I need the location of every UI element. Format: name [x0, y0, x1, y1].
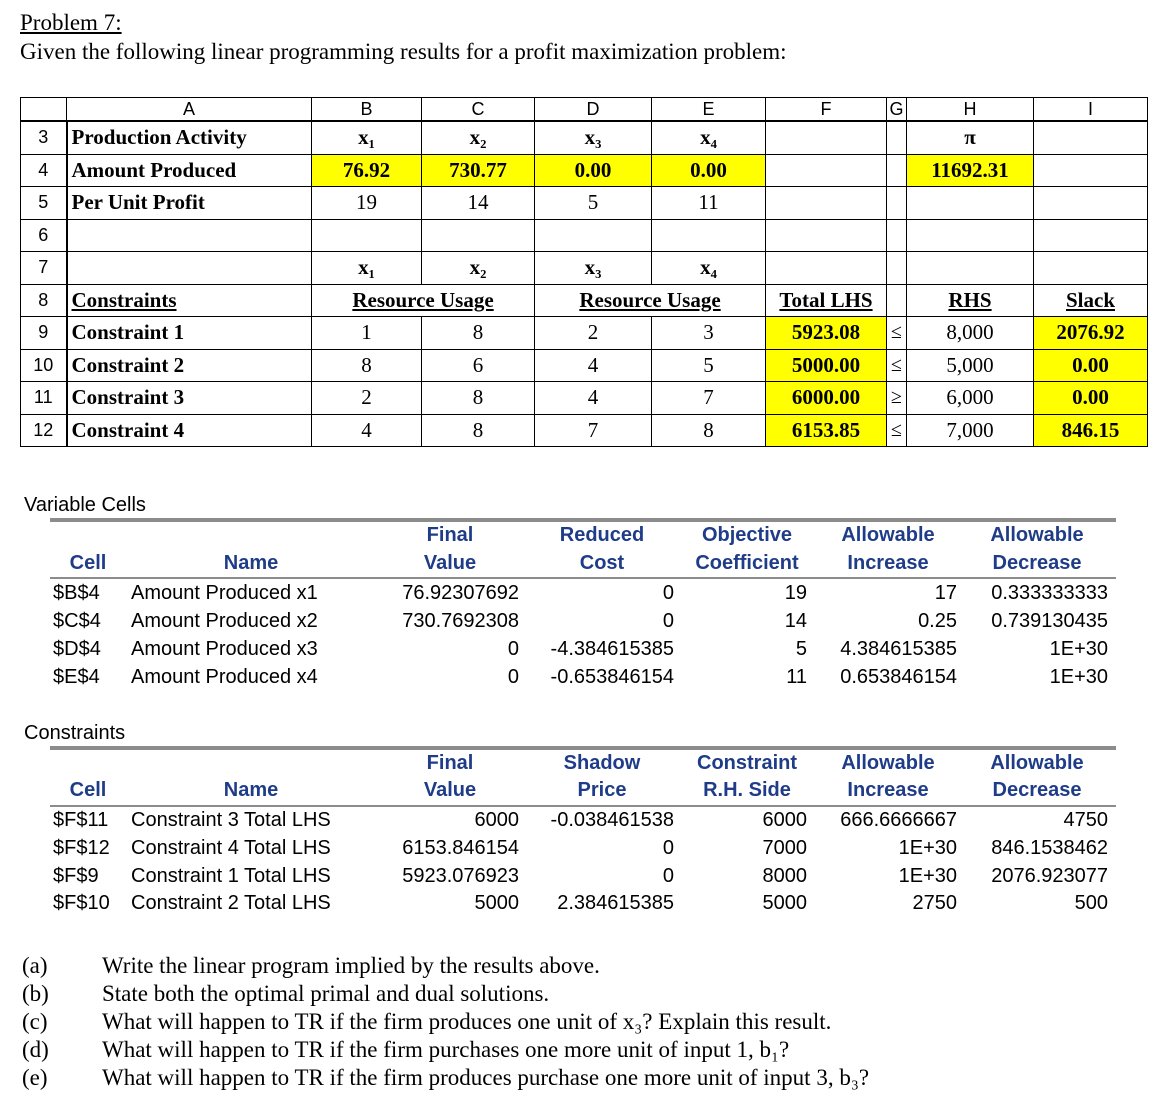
coef-a2: 8	[422, 382, 535, 415]
allowable-decrease: 0.333333333	[991, 582, 1108, 604]
row-number: 5	[21, 187, 67, 220]
allow-increase-header: Increase	[847, 779, 929, 801]
coef-a4: 7	[652, 382, 766, 415]
cell-name: Constraint 2 Total LHS	[131, 892, 331, 914]
total-profit: 11692.31	[907, 154, 1034, 187]
shadow-price: 0	[662, 865, 674, 887]
reduced-cost: -4.384615385	[550, 638, 674, 660]
allow-decrease-header: Allowable	[990, 752, 1084, 774]
var-x4: x₄	[652, 121, 766, 154]
rhs-value: 5,000	[907, 349, 1034, 382]
name-header: Name	[223, 552, 279, 574]
allowable-decrease: 4750	[1063, 809, 1108, 831]
empty-cell	[887, 121, 907, 154]
row-6	[21, 219, 1148, 252]
constraint-label: Constraint 1	[67, 317, 312, 350]
final-value: 730.7692308	[402, 610, 519, 632]
final-value: 0	[507, 666, 519, 688]
slack-value: 846.15	[1034, 414, 1148, 447]
reduced-header: Cost	[579, 552, 625, 574]
allowable-decrease: 846.1538462	[991, 837, 1108, 859]
allowable-decrease: 1E+30	[1049, 666, 1108, 688]
allowable-increase: 2750	[912, 892, 957, 914]
empty-cell	[766, 121, 887, 154]
resource-usage-header: Resource Usage	[312, 284, 535, 317]
final-value: 76.92307692	[402, 582, 519, 604]
coef-a3: 7	[535, 414, 652, 447]
production-activity-label: Production Activity	[67, 121, 312, 154]
inequality-sign: ≤	[887, 414, 907, 447]
final-header: Final	[426, 752, 474, 774]
constraint-rhs: 8000	[762, 865, 807, 887]
cell-ref: $E$4	[53, 666, 100, 688]
row-5	[21, 187, 1148, 220]
question-letter: (c)	[22, 1009, 48, 1034]
coef-a2: 8	[422, 414, 535, 447]
reduced-header: Reduced	[559, 524, 645, 546]
allowable-increase: 4.384615385	[840, 638, 957, 660]
allowable-decrease: 0.739130435	[991, 610, 1108, 632]
col-header-i: I	[1034, 98, 1148, 122]
col-header-g: G	[887, 98, 907, 122]
shadow-price: 0	[662, 837, 674, 859]
allowable-decrease: 1E+30	[1049, 638, 1108, 660]
question-letter: (b)	[22, 981, 49, 1006]
allow-decrease-header: Decrease	[992, 552, 1082, 574]
cell-name: Constraint 4 Total LHS	[131, 837, 331, 859]
var-x4: x₄	[652, 252, 766, 285]
objective-coefficient: 14	[784, 610, 807, 632]
constraint-rhs-header: R.H. Side	[703, 779, 791, 801]
constraint-row	[21, 382, 1148, 415]
coef-a1: 1	[312, 317, 422, 350]
total-lhs: 5923.08	[766, 317, 887, 350]
objective-coefficient: 11	[786, 666, 807, 688]
empty-cell	[887, 284, 907, 317]
constraint-label: Constraint 3	[67, 382, 312, 415]
empty-cell	[312, 219, 422, 252]
row-3	[21, 121, 1148, 154]
question-text: Write the linear program implied by the results above.	[102, 953, 600, 978]
allowable-increase: 0.25	[918, 610, 957, 632]
empty-cell	[766, 154, 887, 187]
row-number: 4	[21, 154, 67, 187]
allowable-increase: 1E+30	[898, 837, 957, 859]
slack-value: 0.00	[1034, 349, 1148, 382]
col-header-d: D	[535, 98, 652, 122]
row-number: 9	[21, 317, 67, 350]
slack-value: 2076.92	[1034, 317, 1148, 350]
profit-x3: 5	[535, 187, 652, 220]
row-number: 12	[21, 414, 67, 447]
question-text: State both the optimal primal and dual solutions.	[102, 981, 550, 1006]
coef-a4: 5	[652, 349, 766, 382]
cell-name: Constraint 1 Total LHS	[131, 865, 331, 887]
allowable-increase: 1E+30	[898, 865, 957, 887]
inequality-sign: ≥	[887, 382, 907, 415]
question-text: What will happen to TR if the firm purchases one more unit of input 1, b₁?	[102, 1037, 790, 1062]
cell-ref: $F$12	[53, 837, 110, 859]
header-rule	[50, 518, 1116, 522]
amount-x2: 730.77	[422, 154, 535, 187]
cell-header: Cell	[69, 552, 107, 574]
empty-cell	[887, 154, 907, 187]
question-text: What will happen to TR if the firm produces one unit of x₃? Explain this result.	[102, 1009, 832, 1034]
reduced-cost: -0.653846154	[550, 666, 674, 688]
empty-cell	[1034, 121, 1148, 154]
constraint-rhs-header: Constraint	[697, 752, 797, 774]
empty-cell	[887, 252, 907, 285]
constraint-label: Constraint 2	[67, 349, 312, 382]
total-lhs-header: Total LHS	[766, 284, 887, 317]
empty-cell	[907, 187, 1034, 220]
col-header-h: H	[907, 98, 1034, 122]
allow-increase-header: Allowable	[841, 524, 935, 546]
objective-coefficient: 19	[784, 582, 807, 604]
total-lhs: 5000.00	[766, 349, 887, 382]
empty-cell	[887, 219, 907, 252]
reduced-cost: 0	[662, 582, 674, 604]
shadow-header: Shadow	[563, 752, 641, 774]
col-header-a: A	[67, 98, 312, 122]
coef-a3: 4	[535, 349, 652, 382]
empty-cell	[422, 219, 535, 252]
rhs-value: 6,000	[907, 382, 1034, 415]
total-lhs: 6000.00	[766, 382, 887, 415]
objective-coefficient: 5	[795, 638, 807, 660]
cell-ref: $B$4	[53, 582, 100, 604]
amount-x1: 76.92	[312, 154, 422, 187]
row-7	[21, 252, 1148, 285]
empty-cell	[907, 219, 1034, 252]
header-rule	[50, 805, 1116, 807]
rhs-header: RHS	[907, 284, 1034, 317]
coef-a2: 6	[422, 349, 535, 382]
empty-cell	[766, 187, 887, 220]
constraints-title: Constraints	[24, 722, 126, 744]
variable-cells-title: Variable Cells	[24, 494, 146, 516]
column-header-row	[21, 98, 1148, 122]
rhs-value: 7,000	[907, 414, 1034, 447]
empty-cell	[1034, 219, 1148, 252]
col-header-c: C	[422, 98, 535, 122]
constraint-row	[21, 414, 1148, 447]
final-value: 5000	[474, 892, 519, 914]
cell-name: Amount Produced x4	[131, 666, 318, 688]
final-value: 6000	[474, 809, 519, 831]
row-number: 7	[21, 252, 67, 285]
cell-name: Amount Produced x2	[131, 610, 318, 632]
empty-cell	[1034, 154, 1148, 187]
constraint-rhs: 6000	[762, 809, 807, 831]
total-lhs: 6153.85	[766, 414, 887, 447]
slack-header: Slack	[1034, 284, 1148, 317]
cell-name: Amount Produced x1	[131, 582, 318, 604]
row-number: 8	[21, 284, 67, 317]
cell-ref: $F$11	[53, 809, 109, 831]
cell-header: Cell	[69, 779, 107, 801]
empty-cell	[887, 187, 907, 220]
slack-value: 0.00	[1034, 382, 1148, 415]
profit-x4: 11	[652, 187, 766, 220]
problem-title: Problem 7:	[20, 10, 122, 35]
allow-increase-header: Allowable	[841, 752, 935, 774]
shadow-price: 2.384615385	[557, 892, 674, 914]
lp-spreadsheet	[20, 97, 1148, 447]
coef-a1: 4	[312, 414, 422, 447]
empty-cell	[907, 252, 1034, 285]
inequality-sign: ≤	[887, 349, 907, 382]
inequality-sign: ≤	[887, 317, 907, 350]
var-x1: x₁	[312, 252, 422, 285]
constraint-label: Constraint 4	[67, 414, 312, 447]
pi-symbol: π	[907, 121, 1034, 154]
allowable-increase: 0.653846154	[840, 666, 957, 688]
var-x3: x₃	[535, 252, 652, 285]
allow-decrease-header: Decrease	[992, 779, 1082, 801]
row-4	[21, 154, 1148, 187]
amount-x4: 0.00	[652, 154, 766, 187]
var-x3: x₃	[535, 121, 652, 154]
resource-usage-header: Resource Usage	[535, 284, 766, 317]
header-rule	[50, 577, 1116, 579]
row-number: 3	[21, 121, 67, 154]
question-letter: (e)	[22, 1065, 48, 1090]
final-value: 5923.076923	[402, 865, 519, 887]
row-number: 10	[21, 349, 67, 382]
empty-cell	[652, 219, 766, 252]
empty-cell	[67, 219, 312, 252]
shadow-header: Price	[577, 779, 627, 801]
constraint-rhs: 7000	[762, 837, 807, 859]
empty-cell	[766, 219, 887, 252]
var-x2: x₂	[422, 121, 535, 154]
problem-intro: Given the following linear programming results for a profit maximization problem:	[20, 39, 787, 64]
var-x1: x₁	[312, 121, 422, 154]
profit-x2: 14	[422, 187, 535, 220]
objective-header: Coefficient	[695, 552, 799, 574]
final-value: 0	[507, 638, 519, 660]
empty-cell	[766, 252, 887, 285]
coef-a1: 2	[312, 382, 422, 415]
row-number: 11	[21, 382, 67, 415]
empty-cell	[1034, 187, 1148, 220]
objective-header: Objective	[701, 524, 793, 546]
amount-produced-label: Amount Produced	[67, 154, 312, 187]
profit-x1: 19	[312, 187, 422, 220]
allow-increase-header: Increase	[847, 552, 929, 574]
empty-cell	[1034, 252, 1148, 285]
allow-decrease-header: Allowable	[990, 524, 1084, 546]
question-text: What will happen to TR if the firm produces purchase one more unit of input 3, b₃?	[102, 1065, 870, 1090]
question-letter: (a)	[22, 953, 48, 978]
final-header: Value	[423, 779, 477, 801]
final-value: 6153.846154	[402, 837, 519, 859]
constraint-row	[21, 317, 1148, 350]
row-8	[21, 284, 1148, 317]
reduced-cost: 0	[662, 610, 674, 632]
allowable-increase: 17	[934, 582, 957, 604]
col-header-e: E	[652, 98, 766, 122]
final-header: Final	[426, 524, 474, 546]
constraint-rhs: 5000	[762, 892, 807, 914]
cell-ref: $F$10	[53, 892, 110, 914]
amount-x3: 0.00	[535, 154, 652, 187]
allowable-increase: 666.6666667	[840, 809, 957, 831]
final-header: Value	[423, 552, 477, 574]
coef-a3: 4	[535, 382, 652, 415]
cell-ref: $C$4	[53, 610, 101, 632]
col-header-f: F	[766, 98, 887, 122]
per-unit-profit-label: Per Unit Profit	[67, 187, 312, 220]
cell-name: Constraint 3 Total LHS	[131, 809, 331, 831]
empty-cell	[535, 219, 652, 252]
allowable-decrease: 500	[1074, 892, 1108, 914]
allowable-decrease: 2076.923077	[991, 865, 1108, 887]
shadow-price: -0.038461538	[550, 809, 674, 831]
constraint-row	[21, 349, 1148, 382]
col-header-b: B	[312, 98, 422, 122]
coef-a4: 8	[652, 414, 766, 447]
cell-ref: $D$4	[53, 638, 101, 660]
cell-ref: $F$9	[53, 865, 99, 887]
coef-a2: 8	[422, 317, 535, 350]
name-header: Name	[223, 779, 279, 801]
constraints-label: Constraints	[67, 284, 312, 317]
row-number: 6	[21, 219, 67, 252]
header-rule	[50, 746, 1116, 750]
rhs-value: 8,000	[907, 317, 1034, 350]
corner-cell	[21, 98, 67, 122]
question-letter: (d)	[22, 1037, 49, 1062]
coef-a3: 2	[535, 317, 652, 350]
var-x2: x₂	[422, 252, 535, 285]
cell-name: Amount Produced x3	[131, 638, 318, 660]
empty-cell	[67, 252, 312, 285]
coef-a1: 8	[312, 349, 422, 382]
coef-a4: 3	[652, 317, 766, 350]
